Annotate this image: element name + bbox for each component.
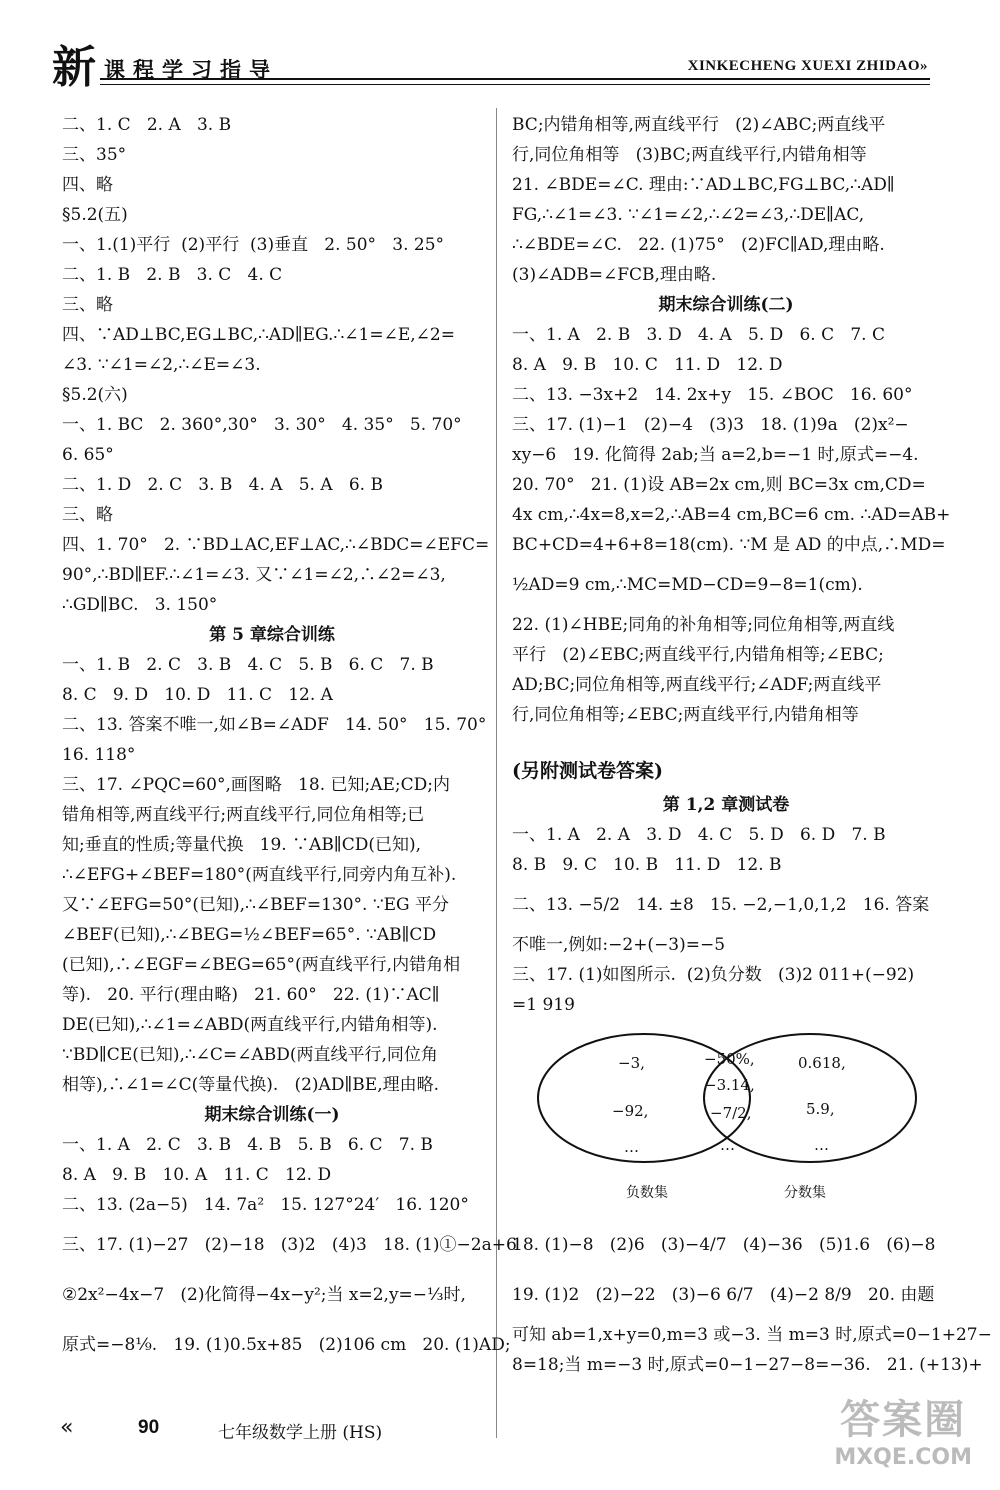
- watermark-url: MXQE.COM: [834, 1445, 972, 1470]
- header-rule: [100, 78, 930, 80]
- venn-left-label: 负数集: [626, 1185, 668, 1201]
- answer-line: 一、1. B 2. C 3. B 4. C 5. B 6. C 7. B: [62, 655, 434, 675]
- answer-block-5-2: [62, 110, 490, 620]
- answer-line: 四、略: [62, 175, 113, 195]
- answer-block-chapter5: [62, 650, 487, 1100]
- answer-line: 相等),∴∠1=∠C(等量代换). (2)AD∥BE,理由略.: [62, 1075, 440, 1095]
- answer-line: 三、略: [62, 295, 113, 315]
- answer-line: ②2x²−4x−7 (2)化简得−4x−y²;当 x=2,y=−⅓时,: [62, 1285, 466, 1305]
- section-title-chapter5: 第 5 章综合训练: [209, 625, 335, 645]
- answer-line: 一、1. A 2. A 3. D 4. C 5. D 6. D 7. B: [512, 825, 886, 845]
- answer-line: 二、1. D 2. C 3. B 4. A 5. A 6. B: [62, 475, 383, 495]
- venn-mid-item: −3.14,: [704, 1076, 755, 1094]
- answer-line: 三、17. (1)−1 (2)−4 (3)3 18. (1)9a (2)x²−: [512, 415, 909, 435]
- answer-line: ∴GD∥BC. 3. 150°: [62, 595, 218, 615]
- answer-line: 平行 (2)∠EBC;两直线平行,内错角相等;∠EBC;: [512, 645, 884, 665]
- answer-line: 一、1.(1)平行 (2)平行 (3)垂直 2. 50° 3. 25°: [62, 235, 445, 255]
- venn-mid-item: −7/2,: [710, 1104, 752, 1122]
- answer-line: 等). 20. 平行(理由略) 21. 60° 22. (1)∵AC∥: [62, 985, 440, 1005]
- right-column: [512, 110, 992, 1380]
- answer-block-test-ch1-2: [512, 820, 940, 1020]
- answer-line: 8. B 9. C 10. B 11. D 12. B: [512, 855, 782, 875]
- answer-block-final1-cont: [512, 110, 940, 290]
- answer-line: 二、13. (2a−5) 14. 7a² 15. 127°24′ 16. 120°: [62, 1195, 469, 1215]
- answer-line: FG,∴∠1=∠3. ∵∠1=∠2,∴∠2=∠3,∴DE∥AC,: [512, 205, 865, 225]
- header-title: 课程学习指导: [104, 57, 278, 82]
- section-title-test-ch1-2: 第 1,2 章测试卷: [662, 795, 790, 815]
- section-title-final2: 期末综合训练(二): [658, 295, 794, 315]
- answer-line: =1 919: [512, 995, 575, 1015]
- venn-right-item: 5.9,: [806, 1100, 835, 1118]
- answer-line: DE(已知),∴∠1=∠ABD(两直线平行,内错角相等).: [62, 1015, 438, 1035]
- answer-line: 4x cm,∴4x=8,x=2,∴AB=4 cm,BC=6 cm. ∴AD=AB+: [512, 505, 951, 525]
- answer-line: ∠3. ∵∠1=∠2,∴∠E=∠3.: [62, 355, 261, 375]
- answer-line: 21. ∠BDE=∠C. 理由:∵AD⊥BC,FG⊥BC,∴AD∥: [512, 175, 895, 195]
- answer-line: 18. (1)−8 (2)6 (3)−4/7 (4)−36 (5)1.6 (6)−8: [512, 1235, 936, 1255]
- double-chevron-left-icon: «: [60, 1415, 74, 1440]
- answer-line: 二、1. B 2. B 3. C 4. C: [62, 265, 283, 285]
- answer-line: 可知 ab=1,x+y=0,m=3 或−3. 当 m=3 时,原式=0−1+27−: [512, 1325, 992, 1345]
- answer-line: 知;垂直的性质;等量代换 19. ∵AB∥CD(已知),: [62, 835, 422, 855]
- venn-right-item: …: [814, 1136, 829, 1154]
- answer-line: ∠BEF(已知),∴∠BEG=½∠BEF=65°. ∵AB∥CD: [62, 925, 437, 945]
- answer-line: 四、∵AD⊥BC,EG⊥BC,∴AD∥EG.∴∠1=∠E,∠2=: [62, 325, 455, 345]
- answer-line: 又∵∠EFG=50°(已知),∴∠BEF=130°. ∵EG 平分: [62, 895, 450, 915]
- answer-line: 三、17. (1)−27 (2)−18 (3)2 (4)3 18. (1)①−2a+6: [62, 1235, 517, 1255]
- answer-line: BC;内错角相等,两直线平行 (2)∠ABC;两直线平: [512, 115, 886, 135]
- answer-line: 行,同位角相等;∠EBC;两直线平行,内错角相等: [512, 705, 859, 725]
- page-header: [0, 0, 1000, 93]
- answer-line: 四、1. 70° 2. ∵BD⊥AC,EF⊥AC,∴∠BDC=∠EFC=: [62, 535, 490, 555]
- section-title-final1: 期末综合训练(一): [204, 1105, 340, 1125]
- answer-line: 一、1. A 2. C 3. B 4. B 5. B 6. C 7. B: [62, 1135, 433, 1155]
- answer-line: §5.2(六): [62, 385, 128, 405]
- answer-line: 一、1. A 2. B 3. D 4. A 5. D 6. C 7. C: [512, 325, 885, 345]
- answer-line: 二、1. C 2. A 3. B: [62, 115, 232, 135]
- answer-line: 三、17. (1)如图所示. (2)负分数 (3)2 011+(−92): [512, 965, 915, 985]
- answer-line: xy−6 19. 化简得 2ab;当 a=2,b=−1 时,原式=−4.: [512, 445, 919, 465]
- watermark: [834, 1388, 972, 1470]
- venn-right-item: 0.618,: [798, 1054, 846, 1072]
- answer-line: 19. (1)2 (2)−22 (3)−6 6/7 (4)−2 8/9 20. 由题: [512, 1285, 935, 1305]
- answer-line: 8=18;当 m=−3 时,原式=0−1−27−8=−36. 21. (+13)+: [512, 1355, 983, 1375]
- answer-line: 二、13. −3x+2 14. 2x+y 15. ∠BOC 16. 60°: [512, 385, 913, 405]
- answer-block-test-ch1-2-cont: [512, 1220, 992, 1380]
- answer-line: 20. 70° 21. (1)设 AB=2x cm,则 BC=3x cm,CD=: [512, 475, 926, 495]
- answer-line: 错角相等,两直线平行;两直线平行,同位角相等;已: [62, 805, 425, 825]
- answer-line: BC+CD=4+6+8=18(cm). ∵M 是 AD 的中点,∴MD=: [512, 535, 946, 555]
- answer-line: 22. (1)∠HBE;同角的补角相等;同位角相等,两直线: [512, 615, 895, 635]
- answer-line: 二、13. 答案不唯一,如∠B=∠ADF 14. 50° 15. 70°: [62, 715, 487, 735]
- answer-line: ½AD=9 cm,∴MC=MD−CD=9−8=1(cm).: [512, 575, 863, 595]
- venn-left-item: −3,: [618, 1054, 645, 1072]
- venn-left-item: …: [624, 1138, 639, 1156]
- header-english-title: XINKECHENG XUEXI ZHIDAO»: [687, 58, 928, 74]
- answer-line: §5.2(五): [62, 205, 128, 225]
- venn-mid-item: −50%,: [704, 1050, 755, 1068]
- left-column: [62, 110, 517, 1370]
- watermark-logo-text: 答案圈: [840, 1397, 967, 1443]
- answer-line: 16. 118°: [62, 745, 136, 765]
- answer-line: 三、略: [62, 505, 113, 525]
- venn-diagram: [532, 1032, 940, 1210]
- answer-line: ∴∠EFG+∠BEF=180°(两直线平行,同旁内角互补).: [62, 865, 457, 885]
- answer-line: 8. C 9. D 10. D 11. C 12. A: [62, 685, 333, 705]
- answer-line: ∴∠BDE=∠C. 22. (1)75° (2)FC∥AD,理由略.: [512, 235, 885, 255]
- book-title: 七年级数学上册 (HS): [218, 1423, 383, 1443]
- answer-line: 行,同位角相等 (3)BC;两直线平行,内错角相等: [512, 145, 867, 165]
- header-rule-thin: [100, 84, 930, 85]
- answer-block-final1: [62, 1130, 517, 1370]
- venn-left-item: −92,: [612, 1102, 649, 1120]
- venn-right-label: 分数集: [784, 1185, 826, 1201]
- answer-line: 8. A 9. B 10. A 11. C 12. D: [62, 1165, 332, 1185]
- answer-line: AD;BC;同位角相等,两直线平行;∠ADF;两直线平: [512, 675, 882, 695]
- answer-line: 二、13. −5/2 14. ±8 15. −2,−1,0,1,2 16. 答案: [512, 895, 930, 915]
- venn-mid-item: …: [720, 1136, 735, 1154]
- answer-block-final2: [512, 320, 951, 730]
- answer-line: 不唯一,例如:−2+(−3)=−5: [512, 935, 726, 955]
- answer-line: 6. 65°: [62, 445, 114, 465]
- answer-line: ∵BD∥CE(已知),∴∠C=∠ABD(两直线平行,同位角: [62, 1045, 438, 1065]
- section-heading-tests: (另附测试卷答案): [512, 760, 663, 782]
- answer-line: (3)∠ADB=∠FCB,理由略.: [512, 265, 717, 285]
- logo: 新: [52, 42, 94, 93]
- answer-line: 三、17. ∠PQC=60°,画图略 18. 已知;AE;CD;内: [62, 775, 451, 795]
- answer-line: 8. A 9. B 10. C 11. D 12. D: [512, 355, 783, 375]
- answer-line: (已知),∴∠EGF=∠BEG=65°(两直线平行,内错角相: [62, 955, 461, 975]
- answer-line: 三、35°: [62, 145, 127, 165]
- answer-line: 90°,∴BD∥EF.∴∠1=∠3. 又∵∠1=∠2,∴∠2=∠3,: [62, 565, 446, 585]
- page-number: 90: [138, 1417, 160, 1438]
- answer-line: 原式=−8⅑. 19. (1)0.5x+85 (2)106 cm 20. (1)AD;: [62, 1335, 511, 1355]
- answer-line: 一、1. BC 2. 360°,30° 3. 30° 4. 35° 5. 70°: [62, 415, 462, 435]
